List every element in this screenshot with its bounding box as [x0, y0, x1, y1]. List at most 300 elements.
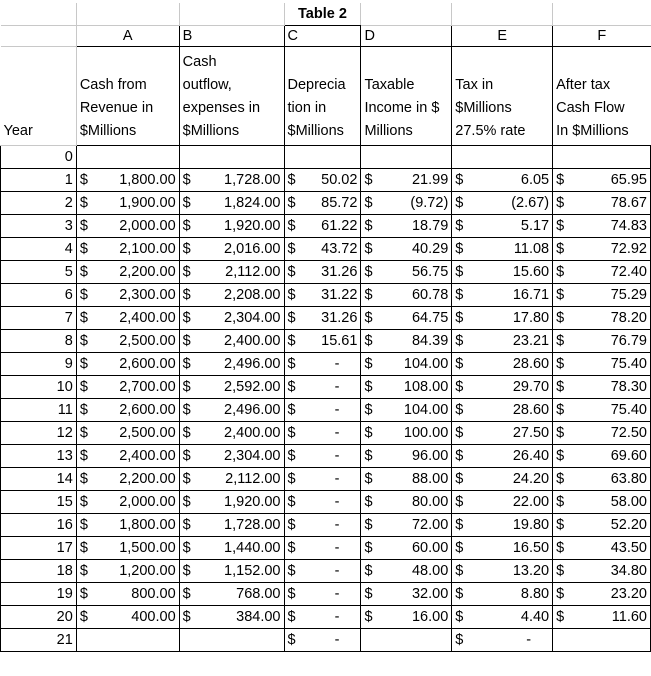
cell-a[interactable] — [76, 514, 179, 537]
cell-f[interactable] — [553, 629, 651, 652]
empty-cell[interactable] — [76, 3, 179, 26]
cell-d[interactable] — [361, 629, 452, 652]
currency-value — [288, 215, 358, 237]
currency-symbol: $ — [364, 517, 373, 533]
cell-value: 26.40 — [512, 448, 550, 464]
cell-c[interactable] — [284, 307, 361, 330]
year-cell[interactable]: 7 — [1, 307, 77, 330]
table-row — [1, 422, 651, 445]
cell-c[interactable] — [284, 215, 361, 238]
currency-value — [288, 330, 358, 352]
cell-e[interactable] — [452, 307, 553, 330]
cell-d[interactable] — [361, 169, 452, 192]
cell-e[interactable] — [452, 629, 553, 652]
cell-d[interactable] — [361, 422, 452, 445]
cell-b[interactable] — [179, 169, 284, 192]
table-title[interactable]: Table 2 — [284, 3, 361, 26]
currency-symbol: $ — [79, 563, 88, 579]
cell-a[interactable] — [76, 606, 179, 629]
cell-f[interactable] — [553, 146, 651, 169]
cell-e[interactable] — [452, 146, 553, 169]
cell-b[interactable] — [179, 146, 284, 169]
cell-a[interactable] — [76, 422, 179, 445]
year-cell[interactable]: 19 — [1, 583, 77, 606]
currency-symbol: $ — [79, 402, 88, 418]
cell-f[interactable] — [553, 514, 651, 537]
cell-c[interactable] — [284, 284, 361, 307]
cell-a[interactable] — [76, 238, 179, 261]
cell-b[interactable] — [179, 284, 284, 307]
cell-d[interactable] — [361, 353, 452, 376]
table-row — [1, 215, 651, 238]
currency-value — [455, 583, 549, 605]
cell-a[interactable] — [76, 353, 179, 376]
year-cell[interactable]: 9 — [1, 353, 77, 376]
header-f[interactable] — [553, 47, 651, 146]
table-row — [1, 192, 651, 215]
currency-value — [556, 376, 647, 398]
currency-value — [288, 192, 358, 214]
header-line: In $Millions — [556, 123, 629, 139]
cell-f[interactable] — [553, 606, 651, 629]
cell-b[interactable] — [179, 537, 284, 560]
currency-value — [556, 514, 647, 536]
currency-value — [288, 422, 358, 444]
cell-a[interactable] — [76, 445, 179, 468]
currency-value — [364, 307, 448, 329]
cell-e[interactable] — [452, 238, 553, 261]
cell-b[interactable] — [179, 468, 284, 491]
cell-e[interactable] — [452, 284, 553, 307]
empty-cell[interactable] — [179, 3, 284, 26]
cell-c[interactable] — [284, 192, 361, 215]
cell-e[interactable] — [452, 422, 553, 445]
cell-value: 24.20 — [512, 471, 550, 487]
cell-f[interactable] — [553, 468, 651, 491]
year-cell[interactable]: 1 — [1, 169, 77, 192]
currency-value — [455, 261, 549, 283]
year-cell[interactable]: 10 — [1, 376, 77, 399]
table-row — [1, 537, 651, 560]
currency-value — [80, 422, 176, 444]
cell-c[interactable] — [284, 468, 361, 491]
cell-value: 76.79 — [610, 333, 647, 349]
cell-a[interactable] — [76, 307, 179, 330]
cell-f[interactable] — [553, 537, 651, 560]
year-cell[interactable]: 8 — [1, 330, 77, 353]
cell-b[interactable] — [179, 261, 284, 284]
currency-value — [183, 537, 281, 559]
cell-value: 100.00 — [403, 425, 449, 441]
currency-symbol: $ — [364, 264, 373, 280]
currency-value — [183, 215, 281, 237]
currency-value — [183, 491, 281, 513]
cell-value: 31.22 — [321, 287, 358, 303]
year-cell[interactable]: 5 — [1, 261, 77, 284]
cell-value: 65.95 — [610, 172, 647, 188]
header-d[interactable] — [361, 47, 452, 146]
cell-a[interactable] — [76, 629, 179, 652]
table-2 — [0, 3, 651, 652]
cell-c[interactable] — [284, 376, 361, 399]
currency-symbol: $ — [79, 448, 88, 464]
empty-cell[interactable] — [553, 3, 651, 26]
cell-d[interactable] — [361, 514, 452, 537]
year-cell[interactable]: 3 — [1, 215, 77, 238]
cell-e[interactable] — [452, 560, 553, 583]
currency-value — [288, 560, 358, 582]
table-row — [1, 399, 651, 422]
cell-d[interactable] — [361, 215, 452, 238]
cell-a[interactable] — [76, 583, 179, 606]
currency-symbol: $ — [455, 402, 464, 418]
cell-value: 2,000.00 — [119, 218, 176, 234]
cell-value: - — [334, 356, 340, 372]
cell-f[interactable] — [553, 422, 651, 445]
cell-e[interactable] — [452, 399, 553, 422]
cell-e[interactable] — [452, 491, 553, 514]
year-cell[interactable]: 14 — [1, 468, 77, 491]
cell-value: 2,496.00 — [224, 402, 281, 418]
currency-value — [556, 169, 647, 191]
cell-value: 75.29 — [610, 287, 647, 303]
currency-symbol: $ — [364, 586, 373, 602]
currency-value — [80, 537, 176, 559]
cell-f[interactable] — [553, 583, 651, 606]
cell-f[interactable] — [553, 307, 651, 330]
currency-value — [455, 284, 549, 306]
cell-b[interactable] — [179, 238, 284, 261]
cell-value: 15.60 — [512, 264, 550, 280]
cell-d[interactable] — [361, 445, 452, 468]
cell-b[interactable] — [179, 445, 284, 468]
cell-c[interactable] — [284, 238, 361, 261]
cell-value: 50.02 — [321, 172, 358, 188]
cell-c[interactable] — [284, 422, 361, 445]
cell-e[interactable] — [452, 583, 553, 606]
currency-symbol: $ — [556, 563, 565, 579]
table-row — [1, 606, 651, 629]
currency-symbol: $ — [287, 195, 296, 211]
cell-value: 2,304.00 — [224, 448, 281, 464]
currency-symbol: $ — [455, 264, 464, 280]
header-b[interactable] — [179, 47, 284, 146]
cell-c[interactable] — [284, 261, 361, 284]
cell-f[interactable] — [553, 284, 651, 307]
column-letter-f[interactable]: F — [553, 26, 651, 47]
cell-b[interactable] — [179, 215, 284, 238]
cell-value: 2,400.00 — [224, 333, 281, 349]
cell-e[interactable] — [452, 192, 553, 215]
cell-e[interactable] — [452, 537, 553, 560]
cell-c[interactable] — [284, 445, 361, 468]
year-cell[interactable]: 21 — [1, 629, 77, 652]
cell-d[interactable] — [361, 606, 452, 629]
year-cell[interactable]: 16 — [1, 514, 77, 537]
cell-value: 1,152.00 — [224, 563, 281, 579]
cell-value: 2,600.00 — [119, 356, 176, 372]
cell-e[interactable] — [452, 330, 553, 353]
cell-b[interactable] — [179, 192, 284, 215]
cell-b[interactable] — [179, 491, 284, 514]
cell-f[interactable] — [553, 399, 651, 422]
cell-a[interactable] — [76, 468, 179, 491]
year-cell[interactable]: 18 — [1, 560, 77, 583]
currency-symbol: $ — [79, 356, 88, 372]
cell-value: 400.00 — [131, 609, 176, 625]
cell-d[interactable] — [361, 468, 452, 491]
empty-cell[interactable] — [361, 3, 452, 26]
cell-a[interactable] — [76, 146, 179, 169]
currency-symbol: $ — [79, 586, 88, 602]
table-row — [1, 238, 651, 261]
cell-d[interactable] — [361, 491, 452, 514]
cell-b[interactable] — [179, 399, 284, 422]
currency-value — [455, 376, 549, 398]
cell-value: 1,440.00 — [224, 540, 281, 556]
cell-a[interactable] — [76, 169, 179, 192]
cell-a[interactable] — [76, 399, 179, 422]
cell-b[interactable] — [179, 422, 284, 445]
cell-f[interactable] — [553, 491, 651, 514]
cell-d[interactable] — [361, 330, 452, 353]
header-a[interactable] — [76, 47, 179, 146]
year-cell[interactable]: 17 — [1, 537, 77, 560]
currency-value — [364, 514, 448, 536]
currency-value — [364, 583, 448, 605]
currency-symbol: $ — [455, 218, 464, 234]
currency-symbol: $ — [364, 563, 373, 579]
currency-symbol: $ — [556, 379, 565, 395]
currency-value — [80, 560, 176, 582]
cell-f[interactable] — [553, 215, 651, 238]
currency-value — [364, 169, 448, 191]
cell-d[interactable] — [361, 307, 452, 330]
cell-b[interactable] — [179, 376, 284, 399]
cell-d[interactable] — [361, 192, 452, 215]
cell-value: 21.99 — [411, 172, 449, 188]
cell-e[interactable] — [452, 606, 553, 629]
currency-value — [288, 537, 358, 559]
year-cell[interactable]: 4 — [1, 238, 77, 261]
cell-e[interactable] — [452, 215, 553, 238]
cell-b[interactable] — [179, 514, 284, 537]
currency-value — [288, 399, 358, 421]
column-letter-e[interactable]: E — [452, 26, 553, 47]
currency-value — [364, 422, 448, 444]
cell-d[interactable] — [361, 238, 452, 261]
currency-value — [80, 261, 176, 283]
cell-f[interactable] — [553, 192, 651, 215]
cell-c[interactable] — [284, 560, 361, 583]
currency-value — [455, 629, 549, 651]
cell-b[interactable] — [179, 629, 284, 652]
cell-a[interactable] — [76, 284, 179, 307]
cell-c[interactable] — [284, 514, 361, 537]
header-year[interactable] — [1, 47, 77, 146]
cell-f[interactable] — [553, 261, 651, 284]
year-cell[interactable]: 15 — [1, 491, 77, 514]
currency-symbol: $ — [455, 172, 464, 188]
empty-cell[interactable] — [1, 3, 77, 26]
column-letter-a[interactable]: A — [76, 26, 179, 47]
currency-value — [364, 261, 448, 283]
cell-value: 78.30 — [610, 379, 647, 395]
currency-value — [556, 468, 647, 490]
currency-symbol: $ — [455, 632, 464, 648]
cell-f[interactable] — [553, 238, 651, 261]
cell-c[interactable] — [284, 629, 361, 652]
cell-d[interactable] — [361, 560, 452, 583]
cell-b[interactable] — [179, 606, 284, 629]
currency-symbol: $ — [287, 402, 296, 418]
cell-a[interactable] — [76, 261, 179, 284]
table-row — [1, 629, 651, 652]
currency-symbol: $ — [364, 356, 373, 372]
column-letter-c[interactable]: C — [284, 26, 361, 47]
cell-value: - — [334, 402, 340, 418]
cell-e[interactable] — [452, 445, 553, 468]
header-line: Millions — [364, 123, 413, 139]
cell-d[interactable] — [361, 537, 452, 560]
currency-symbol: $ — [455, 241, 464, 257]
cell-value: 1,500.00 — [119, 540, 176, 556]
cell-d[interactable] — [361, 146, 452, 169]
cell-a[interactable] — [76, 376, 179, 399]
cell-a[interactable] — [76, 192, 179, 215]
header-e[interactable] — [452, 47, 553, 146]
table-row — [1, 330, 651, 353]
cell-value: 22.00 — [512, 494, 550, 510]
cell-a[interactable] — [76, 560, 179, 583]
cell-c[interactable] — [284, 330, 361, 353]
empty-cell[interactable] — [1, 26, 77, 47]
year-cell[interactable]: 0 — [1, 146, 77, 169]
cell-b[interactable] — [179, 307, 284, 330]
cell-a[interactable] — [76, 491, 179, 514]
year-cell[interactable]: 2 — [1, 192, 77, 215]
cell-value: 74.83 — [610, 218, 647, 234]
cell-c[interactable] — [284, 606, 361, 629]
cell-c[interactable] — [284, 491, 361, 514]
cell-a[interactable] — [76, 215, 179, 238]
currency-symbol: $ — [287, 264, 296, 280]
year-cell[interactable]: 6 — [1, 284, 77, 307]
cell-b[interactable] — [179, 560, 284, 583]
cell-f[interactable] — [553, 560, 651, 583]
cell-d[interactable] — [361, 261, 452, 284]
currency-value — [455, 491, 549, 513]
year-cell[interactable]: 11 — [1, 399, 77, 422]
cell-c[interactable] — [284, 537, 361, 560]
currency-value — [80, 606, 176, 628]
cell-value: 43.50 — [610, 540, 647, 556]
year-cell[interactable]: 13 — [1, 445, 77, 468]
column-letter-d[interactable]: D — [361, 26, 452, 47]
currency-symbol: $ — [79, 333, 88, 349]
cell-f[interactable] — [553, 445, 651, 468]
currency-symbol: $ — [556, 540, 565, 556]
cell-value: 2,400.00 — [119, 448, 176, 464]
cell-b[interactable] — [179, 583, 284, 606]
table-row — [1, 353, 651, 376]
currency-value — [556, 606, 647, 628]
cell-d[interactable] — [361, 376, 452, 399]
currency-symbol: $ — [79, 379, 88, 395]
currency-value — [455, 606, 549, 628]
currency-symbol: $ — [79, 218, 88, 234]
cell-value: 16.71 — [512, 287, 550, 303]
cell-e[interactable] — [452, 468, 553, 491]
currency-value — [80, 491, 176, 513]
currency-value — [364, 491, 448, 513]
currency-value — [183, 353, 281, 375]
header-line: Cash — [182, 54, 217, 70]
cell-value: 1,728.00 — [224, 517, 281, 533]
currency-symbol: $ — [556, 609, 565, 625]
cell-f[interactable] — [553, 376, 651, 399]
cell-e[interactable] — [452, 261, 553, 284]
cell-a[interactable] — [76, 537, 179, 560]
currency-value — [455, 537, 549, 559]
cell-c[interactable] — [284, 583, 361, 606]
cell-e[interactable] — [452, 169, 553, 192]
cell-c[interactable] — [284, 169, 361, 192]
cell-f[interactable] — [553, 330, 651, 353]
header-line: tion in — [287, 100, 327, 116]
year-cell[interactable]: 12 — [1, 422, 77, 445]
cell-e[interactable] — [452, 514, 553, 537]
cell-f[interactable] — [553, 353, 651, 376]
cell-c[interactable] — [284, 146, 361, 169]
cell-c[interactable] — [284, 399, 361, 422]
cell-b[interactable] — [179, 330, 284, 353]
header-line: $Millions — [287, 123, 344, 139]
currency-value — [455, 169, 549, 191]
currency-symbol: $ — [287, 172, 296, 188]
cell-b[interactable] — [179, 353, 284, 376]
cell-d[interactable] — [361, 399, 452, 422]
column-letter-b[interactable]: B — [179, 26, 284, 47]
currency-value — [288, 169, 358, 191]
cell-f[interactable] — [553, 169, 651, 192]
currency-value — [556, 537, 647, 559]
cell-d[interactable] — [361, 284, 452, 307]
cell-e[interactable] — [452, 376, 553, 399]
cell-c[interactable] — [284, 353, 361, 376]
currency-value — [455, 330, 549, 352]
header-line: Deprecia — [287, 77, 346, 93]
currency-symbol: $ — [455, 356, 464, 372]
currency-value — [455, 560, 549, 582]
table-row — [1, 560, 651, 583]
year-cell[interactable]: 20 — [1, 606, 77, 629]
cell-e[interactable] — [452, 353, 553, 376]
currency-value — [288, 261, 358, 283]
currency-symbol: $ — [455, 379, 464, 395]
cell-value: 4.40 — [520, 609, 550, 625]
empty-cell[interactable] — [452, 3, 553, 26]
cell-d[interactable] — [361, 583, 452, 606]
table-row — [1, 514, 651, 537]
cell-value: 60.78 — [411, 287, 449, 303]
currency-symbol: $ — [556, 448, 565, 464]
currency-symbol: $ — [364, 471, 373, 487]
header-c[interactable] — [284, 47, 361, 146]
cell-a[interactable] — [76, 330, 179, 353]
currency-symbol: $ — [79, 195, 88, 211]
currency-symbol: $ — [182, 218, 191, 234]
